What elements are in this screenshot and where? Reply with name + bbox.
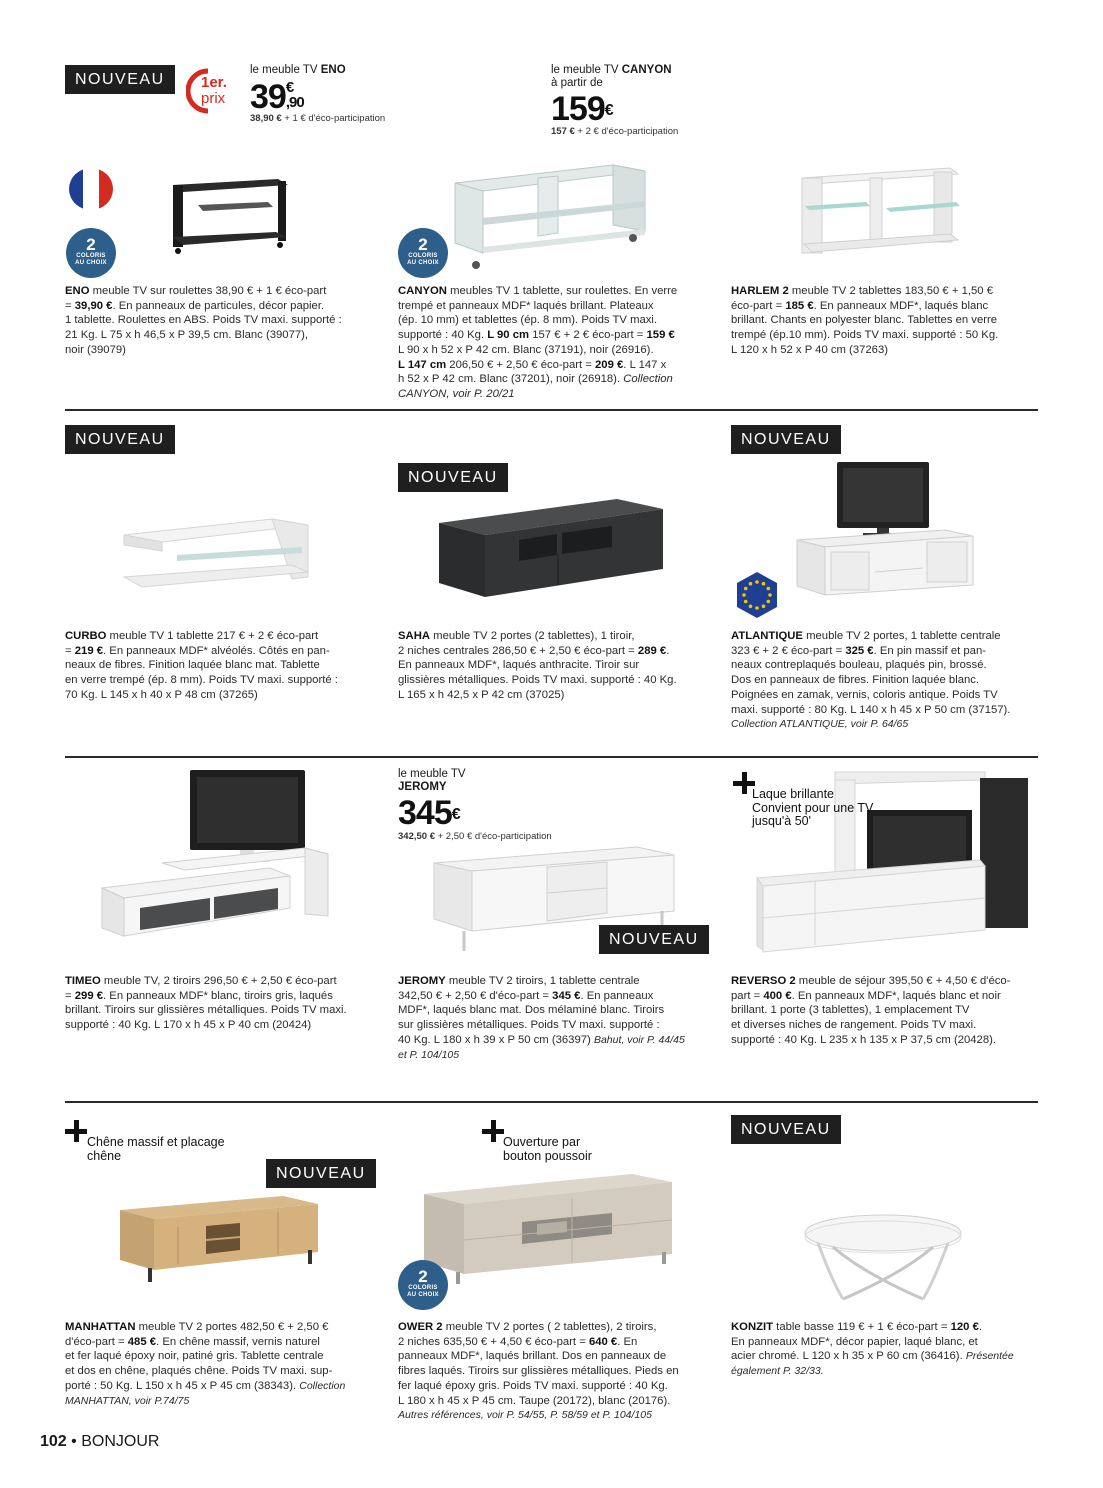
ower-tv-stand-image <box>422 1172 674 1297</box>
manhattan-feature-note: Chêne massif et placage chêne <box>87 1135 225 1163</box>
reverso-feature-note: Laque brillante Convient pour une TV jusqu'à 50' <box>752 787 874 828</box>
jeromy-price-label: le meuble TV <box>398 768 466 780</box>
nouveau-badge: NOUVEAU <box>731 1115 841 1144</box>
colors-badge: 2 COLORIS AU CHOIX <box>398 1260 448 1310</box>
jeromy-price: 345€ <box>398 794 460 832</box>
canyon-eco: 157 € + 2 € d'éco-participation <box>551 126 679 137</box>
harlem-tv-stand-image <box>800 164 960 264</box>
nouveau-badge: NOUVEAU <box>731 425 841 454</box>
manhattan-tv-stand-image <box>118 1192 323 1292</box>
page-footer: 102 • BONJOUR <box>40 1433 160 1450</box>
colors-badge: 2 COLORIS AU CHOIX <box>398 228 448 278</box>
jeromy-description: JEROMY meuble TV 2 tiroirs, 1 tablette centrale 342,50 € + 2,50 € d'éco-part = 345 €. En panneaux MDF*, laqués blanc mat. Dos mélaminé blanc. Tiroirs sur glissières métalliques. Poids TV maxi. supporté : 40 Kg. L 180 x h 39 x P 50 cm (36397) Bahut, voir P. 44/45 et P. 104/105 <box>398 975 685 1061</box>
canyon-price-label: le meuble TV CANYON <box>551 64 672 76</box>
atlantique-description: ATLANTIQUE meuble TV 2 portes, 1 tablette centrale 323 € + 2 € éco-part = 325 €. En pin massif et pan- neaux contreplaqués bouleau, plaqués pin, brossé. Dos en panneaux de fibres. Finition laquée blanc. Poignées en zamak, vernis, coloris antique. Poids TV maxi. supporté : 80 Kg. L 140 x h 45 x P 50 cm (37157). Collection ATLANTIQUE, voir P. 64/65 <box>731 630 1011 731</box>
jeromy-price-name: JEROMY <box>398 781 447 793</box>
canyon-from: à partir de <box>551 77 603 89</box>
nouveau-badge: NOUVEAU <box>398 463 508 492</box>
ower-description: OWER 2 meuble TV 2 portes ( 2 tablettes), 2 tiroirs, 2 niches 635,50 € + 4,50 € éco-part = 640 €. En panneaux MDF*, laqués brillant. Dos en panneaux de fibres laqués. Tiroirs sur glissières métalliques. Pieds en fer laqué époxy gris. Poids TV maxi. supporté : 40 Kg. L 180 x h 45 x P 45 cm. Taupe (20172), blanc (20176). Autres références, voir P. 54/55, P. 58/59 et P. 104/105 <box>398 1321 679 1422</box>
section-divider <box>65 409 1038 411</box>
first-price-logo <box>186 67 246 115</box>
french-flag-icon <box>68 167 114 216</box>
nouveau-badge: NOUVEAU <box>599 925 709 954</box>
plus-icon <box>65 1120 87 1142</box>
page-number: 102 <box>40 1433 67 1450</box>
ower-feature-note: Ouverture par bouton poussoir <box>503 1135 592 1163</box>
saha-description: SAHA meuble TV 2 portes (2 tablettes), 1 tiroir, 2 niches centrales 286,50 € + 2,50 € éco-part = 289 €. En panneaux MDF*, laqués anthracite. Tiroir sur glissières métalliques. Poids TV maxi. supporté : 40 Kg. L 165 x h 42,5 x P 42 cm (37025) <box>398 630 677 701</box>
nouveau-badge: NOUVEAU <box>65 425 175 454</box>
eno-price: 39 € ,90 <box>250 78 304 116</box>
section-divider <box>65 1101 1038 1103</box>
curbo-tv-stand-image <box>122 517 312 597</box>
curbo-description: CURBO meuble TV 1 tablette 217 € + 2 € éco-part = 219 €. En panneaux MDF* alvéolés. Côtés en pan- neaux de fibres. Finition laquée blanc mat. Tablette en verre trempé (ép. 8 mm). Poids TV maxi. supporté : 70 Kg. L 145 x h 40 x P 48 cm (37265) <box>65 630 338 701</box>
colors-badge: 2 COLORIS AU CHOIX <box>66 228 116 278</box>
timeo-tv-stand-image <box>100 768 335 948</box>
section-divider <box>65 756 1038 758</box>
canyon-price: 159€ <box>551 90 613 128</box>
eno-eco: 38,90 € + 1 € d'éco-participation <box>250 113 386 124</box>
first-price-label-2: prix <box>201 90 226 107</box>
konzit-description: KONZIT table basse 119 € + 1 € éco-part = 120 €. En panneaux MDF*, décor papier, laqué blanc, et acier chromé. L 120 x h 35 x P 60 cm (36416). Présentée également P. 32/33. <box>731 1321 1014 1378</box>
timeo-description: TIMEO meuble TV, 2 tiroirs 296,50 € + 2,50 € éco-part = 299 €. En panneaux MDF* blanc, tiroirs gris, laqués brillant. Tiroirs sur glissières métalliques. Poids TV maxi. supporté : 40 Kg. L 170 x h 45 x P 40 cm (20424) <box>65 975 347 1032</box>
jeromy-eco: 342,50 € + 2,50 € d'éco-participation <box>398 831 552 842</box>
harlem-description: HARLEM 2 meuble TV 2 tablettes 183,50 € + 1,50 € éco-part = 185 €. En panneaux MDF*, laqués blanc brillant. Chants en polyester blanc. Tablettes en verre trempé (ép.10 mm). Poids TV maxi. supporté : 50 Kg. L 120 x h 52 x P 40 cm (37263) <box>731 285 999 356</box>
eno-price-label: le meuble TV ENO <box>250 64 346 76</box>
canyon-tv-stand-image <box>453 163 648 278</box>
eno-description: ENO meuble TV sur roulettes 38,90 € + 1 € éco-part = 39,90 €. En panneaux de particules, décor papier. 1 tablette. Roulettes en ABS. Poids TV maxi. supporté : 21 Kg. L 75 x h 46,5 x P 39,5 cm. Blanc (39077), noir (39079) <box>65 285 342 356</box>
atlantique-tv-stand-image <box>795 460 975 605</box>
first-price-label: 1er. <box>201 74 227 91</box>
canyon-description: CANYON meubles TV 1 tablette, sur roulettes. En verre trempé et panneaux MDF* laqués brillant. Plateaux (ép. 10 mm) et tablettes (ép. 8 mm). Poids TV maxi. supporté : 40 Kg. L 90 cm 157 € + 2 € éco-part = 159 € L 90 x h 52 x P 42 cm. Blanc (37191), noir (26916). L 147 cm 206,50 € + 2,50 € éco-part = 209 €. L 147 x h 52 x P 42 cm. Blanc (37201), noir (26918). Collection CANYON, voir P. 20/21 <box>398 285 678 400</box>
section-name: BONJOUR <box>81 1433 160 1450</box>
reverso-description: REVERSO 2 meuble de séjour 395,50 € + 4,50 € d'éco- part = 400 €. En panneaux MDF*, laqués blanc et noir brillant. 1 porte (3 tablettes), 1 emplacement TV et diverses niches de rangement. Poids TV maxi. supporté : 40 Kg. L 235 x h 135 x P 37,5 cm (20428). <box>731 975 1011 1046</box>
nouveau-badge: NOUVEAU <box>266 1159 376 1188</box>
eu-flag-icon <box>733 571 781 624</box>
konzit-coffee-table-image <box>803 1213 963 1310</box>
saha-tv-stand-image <box>437 495 665 605</box>
plus-icon <box>482 1120 504 1142</box>
nouveau-badge: NOUVEAU <box>65 65 175 94</box>
manhattan-description: MANHATTAN meuble TV 2 portes 482,50 € + 2,50 € d'éco-part = 485 €. En chêne massif, vernis naturel et fer laqué époxy noir, patiné gris. Tablette centrale et dos en chêne, plaqués chêne. Poids TV maxi. sup- porté : 50 Kg. L 150 x h 45 x P 45 cm (38343). Collection MANHATTAN, voir P.74/75 <box>65 1321 346 1407</box>
eno-tv-stand-image <box>168 175 293 265</box>
